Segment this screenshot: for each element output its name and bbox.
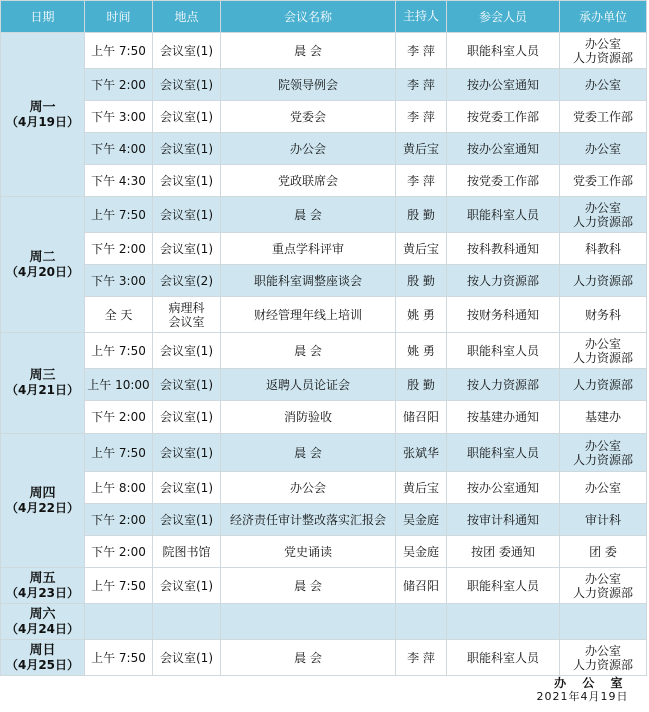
place-cell: 病理科 会议室: [153, 297, 221, 333]
place-cell: 会议室(1): [153, 434, 221, 472]
host-cell: 李 萍: [396, 165, 447, 197]
meeting-name-cell: 返聘人员论证会: [221, 369, 396, 401]
place-cell: 会议室(1): [153, 472, 221, 504]
time-cell: 上午 7:50: [85, 434, 153, 472]
meeting-name-cell: 职能科室调整座谈会: [221, 265, 396, 297]
host-cell: 黄后宝: [396, 233, 447, 265]
day-cell: [1, 197, 85, 333]
table-row: [1, 472, 647, 504]
organizer-cell: 办公室 人力资源部: [560, 333, 647, 369]
meeting-name-cell: 晨 会: [221, 197, 396, 233]
time-cell: 上午 7:50: [85, 197, 153, 233]
day-cell: [1, 604, 85, 640]
weekday-label: 周二: [29, 249, 56, 265]
time-cell: 全 天: [85, 297, 153, 333]
meeting-name-cell: 院领导例会: [221, 69, 396, 101]
day-cell: [1, 33, 85, 197]
table-row: [1, 101, 647, 133]
organizer-cell: 科教科: [560, 233, 647, 265]
attendees-cell: 按人力资源部: [447, 265, 560, 297]
attendees-cell: 按办公室通知: [447, 69, 560, 101]
table-row: [1, 568, 647, 604]
organizer-cell: 办公室 人力资源部: [560, 568, 647, 604]
day-cell: [1, 640, 85, 676]
header-attendees: 参会人员: [447, 1, 560, 33]
organizer-cell: 办公室: [560, 472, 647, 504]
weekday-label: 周四: [29, 485, 56, 501]
meeting-name-cell: 晨 会: [221, 434, 396, 472]
place-cell: 院图书馆: [153, 536, 221, 568]
organizer-cell: 办公室 人力资源部: [560, 640, 647, 676]
table-row: [1, 133, 647, 165]
organizer-cell: [560, 604, 647, 640]
host-cell: 姚 勇: [396, 333, 447, 369]
day-date-label: （4月21日）: [5, 383, 80, 397]
time-cell: [85, 604, 153, 640]
host-cell: 吴金庭: [396, 504, 447, 536]
footer-cell: [1, 676, 647, 705]
place-cell: 会议室(1): [153, 133, 221, 165]
time-cell: 上午 8:00: [85, 472, 153, 504]
day-cell: [1, 333, 85, 434]
organizer-cell: 财务科: [560, 297, 647, 333]
place-cell: 会议室(2): [153, 265, 221, 297]
meeting-name-cell: 办公会: [221, 472, 396, 504]
table-body: [1, 33, 647, 705]
organizer-cell: 人力资源部: [560, 369, 647, 401]
meeting-name-cell: 财经管理年线上培训: [221, 297, 396, 333]
table-row: [1, 165, 647, 197]
host-cell: 储召阳: [396, 568, 447, 604]
weekday-label: 周一: [29, 99, 56, 115]
table-row: [1, 640, 647, 676]
weekday-label: 周五: [29, 570, 56, 586]
day-date-label: （4月25日）: [5, 657, 80, 672]
meeting-name-cell: 党史诵读: [221, 536, 396, 568]
organizer-cell: 办公室 人力资源部: [560, 33, 647, 69]
time-cell: 下午 2:00: [85, 233, 153, 265]
attendees-cell: 职能科室人员: [447, 333, 560, 369]
place-cell: 会议室(1): [153, 101, 221, 133]
table-row: [1, 33, 647, 69]
table-row: [1, 233, 647, 265]
host-cell: [396, 604, 447, 640]
attendees-cell: 按党委工作部: [447, 165, 560, 197]
attendees-cell: 按人力资源部: [447, 369, 560, 401]
time-cell: 下午 2:00: [85, 504, 153, 536]
time-cell: 上午 7:50: [85, 568, 153, 604]
table-row: [1, 69, 647, 101]
day-date-label: （4月24日）: [5, 621, 80, 636]
footer-date: 2021年4月19日: [536, 690, 629, 703]
time-cell: 下午 2:00: [85, 69, 153, 101]
organizer-cell: 党委工作部: [560, 101, 647, 133]
meeting-name-cell: 重点学科评审: [221, 233, 396, 265]
time-cell: 上午 7:50: [85, 333, 153, 369]
header-organizer: 承办单位: [560, 1, 647, 33]
meeting-name-cell: 经济责任审计整改落实汇报会: [221, 504, 396, 536]
header-meeting-name: 会议名称: [221, 1, 396, 33]
meeting-name-cell: 晨 会: [221, 333, 396, 369]
table-row: [1, 536, 647, 568]
table-row: [1, 297, 647, 333]
table-row: [1, 369, 647, 401]
host-cell: 黄后宝: [396, 472, 447, 504]
table-row: [1, 333, 647, 369]
time-cell: 上午 7:50: [85, 33, 153, 69]
host-cell: 李 萍: [396, 101, 447, 133]
day-date-label: （4月23日）: [5, 585, 80, 600]
attendees-cell: 按基建办通知: [447, 401, 560, 434]
organizer-cell: 党委工作部: [560, 165, 647, 197]
host-cell: 殷 勤: [396, 197, 447, 233]
place-cell: 会议室(1): [153, 197, 221, 233]
time-cell: 上午 7:50: [85, 640, 153, 676]
table-row: [1, 265, 647, 297]
attendees-cell: 按党委工作部: [447, 101, 560, 133]
weekday-label: 周三: [29, 368, 56, 383]
footer-row: [1, 676, 647, 705]
organizer-cell: 团 委: [560, 536, 647, 568]
attendees-cell: 按财务科通知: [447, 297, 560, 333]
attendees-cell: 按审计科通知: [447, 504, 560, 536]
attendees-cell: 职能科室人员: [447, 640, 560, 676]
table-row: [1, 604, 647, 640]
place-cell: 会议室(1): [153, 69, 221, 101]
weekday-label: 周六: [29, 606, 56, 622]
day-cell: [1, 568, 85, 604]
meeting-name-cell: 办公会: [221, 133, 396, 165]
header-place: 地点: [153, 1, 221, 33]
table-row: [1, 401, 647, 434]
meeting-name-cell: 党委会: [221, 101, 396, 133]
organizer-cell: 办公室: [560, 133, 647, 165]
day-date-label: （4月20日）: [5, 264, 80, 279]
attendees-cell: 职能科室人员: [447, 568, 560, 604]
time-cell: 下午 2:00: [85, 401, 153, 434]
organizer-cell: 审计科: [560, 504, 647, 536]
table-row: [1, 504, 647, 536]
attendees-cell: 按团 委通知: [447, 536, 560, 568]
time-cell: 下午 2:00: [85, 536, 153, 568]
host-cell: 黄后宝: [396, 133, 447, 165]
meeting-name-cell: 党政联席会: [221, 165, 396, 197]
meeting-name-cell: 晨 会: [221, 640, 396, 676]
attendees-cell: 按办公室通知: [447, 133, 560, 165]
place-cell: 会议室(1): [153, 233, 221, 265]
header-time: 时间: [85, 1, 153, 33]
day-date-label: （4月19日）: [5, 114, 80, 129]
host-cell: 姚 勇: [396, 297, 447, 333]
table-row: [1, 197, 647, 233]
place-cell: [153, 604, 221, 640]
attendees-cell: [447, 604, 560, 640]
place-cell: 会议室(1): [153, 401, 221, 434]
host-cell: 吴金庭: [396, 536, 447, 568]
time-cell: 下午 4:00: [85, 133, 153, 165]
host-cell: 张斌华: [396, 434, 447, 472]
meeting-name-cell: [221, 604, 396, 640]
header-date: 日期: [1, 1, 85, 33]
header-host: 主持人: [396, 1, 447, 33]
place-cell: 会议室(1): [153, 640, 221, 676]
host-cell: 殷 勤: [396, 369, 447, 401]
place-cell: 会议室(1): [153, 165, 221, 197]
time-cell: 下午 4:30: [85, 165, 153, 197]
organizer-cell: 办公室 人力资源部: [560, 434, 647, 472]
attendees-cell: 职能科室人员: [447, 434, 560, 472]
table-header: [1, 1, 647, 33]
footer-office: 办 公 室: [554, 676, 629, 690]
place-cell: 会议室(1): [153, 369, 221, 401]
host-cell: 李 萍: [396, 640, 447, 676]
meeting-name-cell: 消防验收: [221, 401, 396, 434]
place-cell: 会议室(1): [153, 333, 221, 369]
attendees-cell: 按办公室通知: [447, 472, 560, 504]
attendees-cell: 职能科室人员: [447, 33, 560, 69]
organizer-cell: 基建办: [560, 401, 647, 434]
organizer-cell: 办公室: [560, 69, 647, 101]
place-cell: 会议室(1): [153, 33, 221, 69]
host-cell: 李 萍: [396, 69, 447, 101]
meeting-name-cell: 晨 会: [221, 568, 396, 604]
meeting-name-cell: 晨 会: [221, 33, 396, 69]
host-cell: 殷 勤: [396, 265, 447, 297]
organizer-cell: 办公室 人力资源部: [560, 197, 647, 233]
attendees-cell: 按科教科通知: [447, 233, 560, 265]
time-cell: 上午 10:00: [85, 369, 153, 401]
table-row: [1, 434, 647, 472]
place-cell: 会议室(1): [153, 568, 221, 604]
host-cell: 李 萍: [396, 33, 447, 69]
place-cell: 会议室(1): [153, 504, 221, 536]
day-cell: [1, 434, 85, 568]
attendees-cell: 职能科室人员: [447, 197, 560, 233]
time-cell: 下午 3:00: [85, 101, 153, 133]
time-cell: 下午 3:00: [85, 265, 153, 297]
day-date-label: （4月22日）: [5, 500, 80, 515]
weekday-label: 周日: [29, 642, 56, 658]
host-cell: 储召阳: [396, 401, 447, 434]
organizer-cell: 人力资源部: [560, 265, 647, 297]
